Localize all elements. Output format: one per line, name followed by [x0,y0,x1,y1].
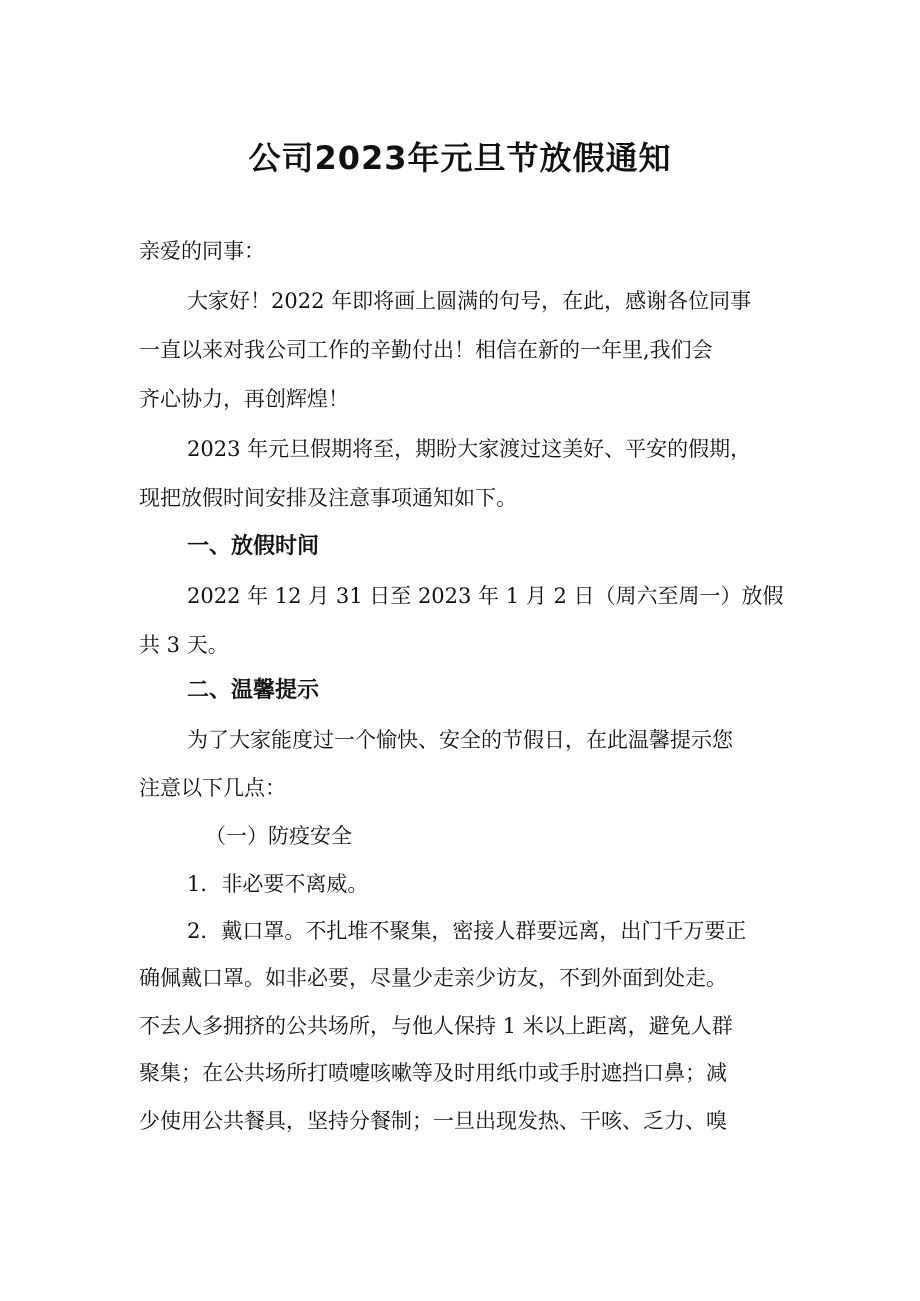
list-item: 1．非必要不离威。 [187,872,369,896]
subsection-heading-epidemic: （一）防疫安全 [205,824,352,848]
list-item: 2．戴口罩。不扎堆不聚集，密接人群要远离，出门千万要正 [187,919,747,943]
paragraph-line: 齐心协力，再创辉煌！ [139,387,349,411]
section-heading-tips: 二、温馨提示 [187,678,320,703]
paragraph-line: 2023 年元旦假期将至，期盼大家渡过这美好、平安的假期， [187,437,752,461]
section-heading-holiday-time: 一、放假时间 [187,534,320,559]
paragraph-line: 注意以下几点： [139,776,286,800]
paragraph-line: 共 3 天。 [139,633,229,657]
paragraph-line: 聚集；在公共场所打喷嚏咳嗽等及时用纸巾或手肘遮挡口鼻；减 [139,1061,727,1085]
paragraph-line: 少使用公共餐具，坚持分餐制；一旦出现发热、干咳、乏力、嗅 [139,1109,727,1133]
paragraph-line: 确佩戴口罩。如非必要，尽量少走亲少访友，不到外面到处走。 [139,966,727,990]
paragraph-line: 大家好！2022 年即将画上圆满的句号，在此，感谢各位同事 [187,289,752,313]
paragraph-line: 现把放假时间安排及注意事项通知如下。 [139,486,517,510]
paragraph-line: 2022 年 12 月 31 日至 2023 年 1 月 2 日（周六至周一）放假 [187,584,784,608]
document-title: 公司2023年元旦节放假通知 [248,139,672,177]
greeting: 亲爱的同事： [139,239,265,263]
paragraph-line: 为了大家能度过一个愉快、安全的节假日，在此温馨提示您 [187,728,733,752]
paragraph-line: 不去人多拥挤的公共场所，与他人保持 1 米以上距离，避免人群 [139,1014,733,1038]
paragraph-line: 一直以来对我公司工作的辛勤付出！相信在新的一年里,我们会 [139,338,713,362]
